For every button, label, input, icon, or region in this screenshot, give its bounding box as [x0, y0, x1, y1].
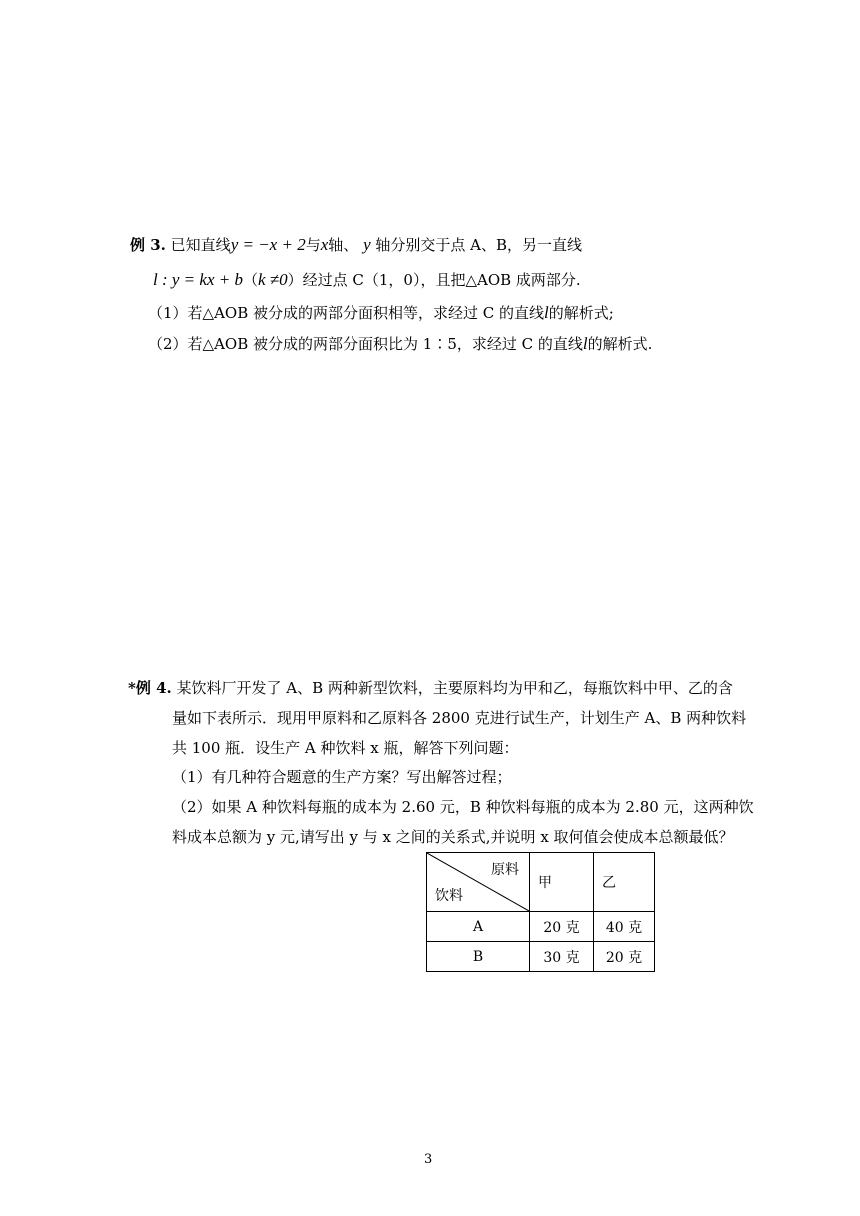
var-k: k ≠0 — [257, 270, 288, 289]
example4-question2: （2）如果 A 种饮料每瓶的成本为 2.60 元，B 种饮料每瓶的成本为 2.80 元，这两种饮 — [172, 798, 754, 816]
example4-line2: 量如下表所示．现用甲原料和乙原料各 2800 克进行试生产，计划生产 A、B 两种饮料 — [172, 709, 747, 727]
text: （2）若△AOB 被分成的两部分面积比为 1∶5，求经过 C 的直线 — [148, 335, 583, 353]
header-bottom-label: 饮料 — [435, 888, 463, 904]
var-x: x — [320, 235, 329, 254]
text: 轴、 — [328, 236, 359, 254]
text: 与 — [305, 236, 321, 254]
text: 某饮料厂开发了 A、B 两种新型饮料，主要原料均为甲和乙，每瓶饮料中甲、乙的含 — [176, 679, 733, 697]
example4-question2-cont: 料成本总额为 y 元,请写出 y 与 x 之间的关系式,并说明 x 取何值会使成本总额最低？ — [172, 828, 734, 846]
example3-line1 — [130, 235, 582, 255]
example4-label: *例 4. — [128, 679, 172, 697]
table-header-row — [427, 853, 655, 912]
example3-question1 — [148, 303, 614, 323]
row-name: B — [427, 942, 530, 972]
table-row — [427, 942, 655, 972]
text: ）经过点 C（1，0），且把△AOB 成两部分. — [287, 271, 581, 289]
var-l: l — [544, 303, 549, 322]
equation: y = −x + 2 — [230, 235, 306, 254]
diagonal-header-cell — [427, 853, 530, 912]
equation: l : y = kx + b — [153, 270, 243, 289]
example3-line2 — [153, 270, 581, 290]
row-name: A — [427, 912, 530, 942]
text: （ — [242, 271, 258, 289]
cell-jia: 20 克 — [530, 912, 594, 942]
text: 已知直线 — [170, 236, 231, 254]
cell-yi: 40 克 — [594, 912, 655, 942]
example3-label: 例 3. — [130, 236, 166, 254]
col-header-yi: 乙 — [594, 853, 655, 912]
ingredient-table — [426, 852, 655, 972]
page-number: 3 — [424, 1152, 433, 1167]
col-header-jia: 甲 — [530, 853, 594, 912]
example4-line3: 共 100 瓶．设生产 A 种饮料 x 瓶，解答下列问题： — [172, 739, 519, 757]
text: 的解析式. — [587, 335, 653, 353]
example3-question2 — [148, 334, 652, 354]
cell-jia: 30 克 — [530, 942, 594, 972]
text: 的解析式; — [548, 304, 614, 322]
text: 轴分别交于点 A、B，另一直线 — [375, 236, 583, 254]
example4-line1 — [128, 678, 733, 698]
var-l: l — [582, 334, 588, 353]
header-top-label: 原料 — [491, 862, 519, 878]
text: （1）若△AOB 被分成的两部分面积相等，求经过 C 的直线 — [148, 304, 545, 322]
cell-yi: 20 克 — [594, 942, 655, 972]
table-row — [427, 912, 655, 942]
example4-question1: （1）有几种符合题意的生产方案？写出解答过程； — [172, 768, 512, 786]
var-y: y — [363, 235, 371, 254]
